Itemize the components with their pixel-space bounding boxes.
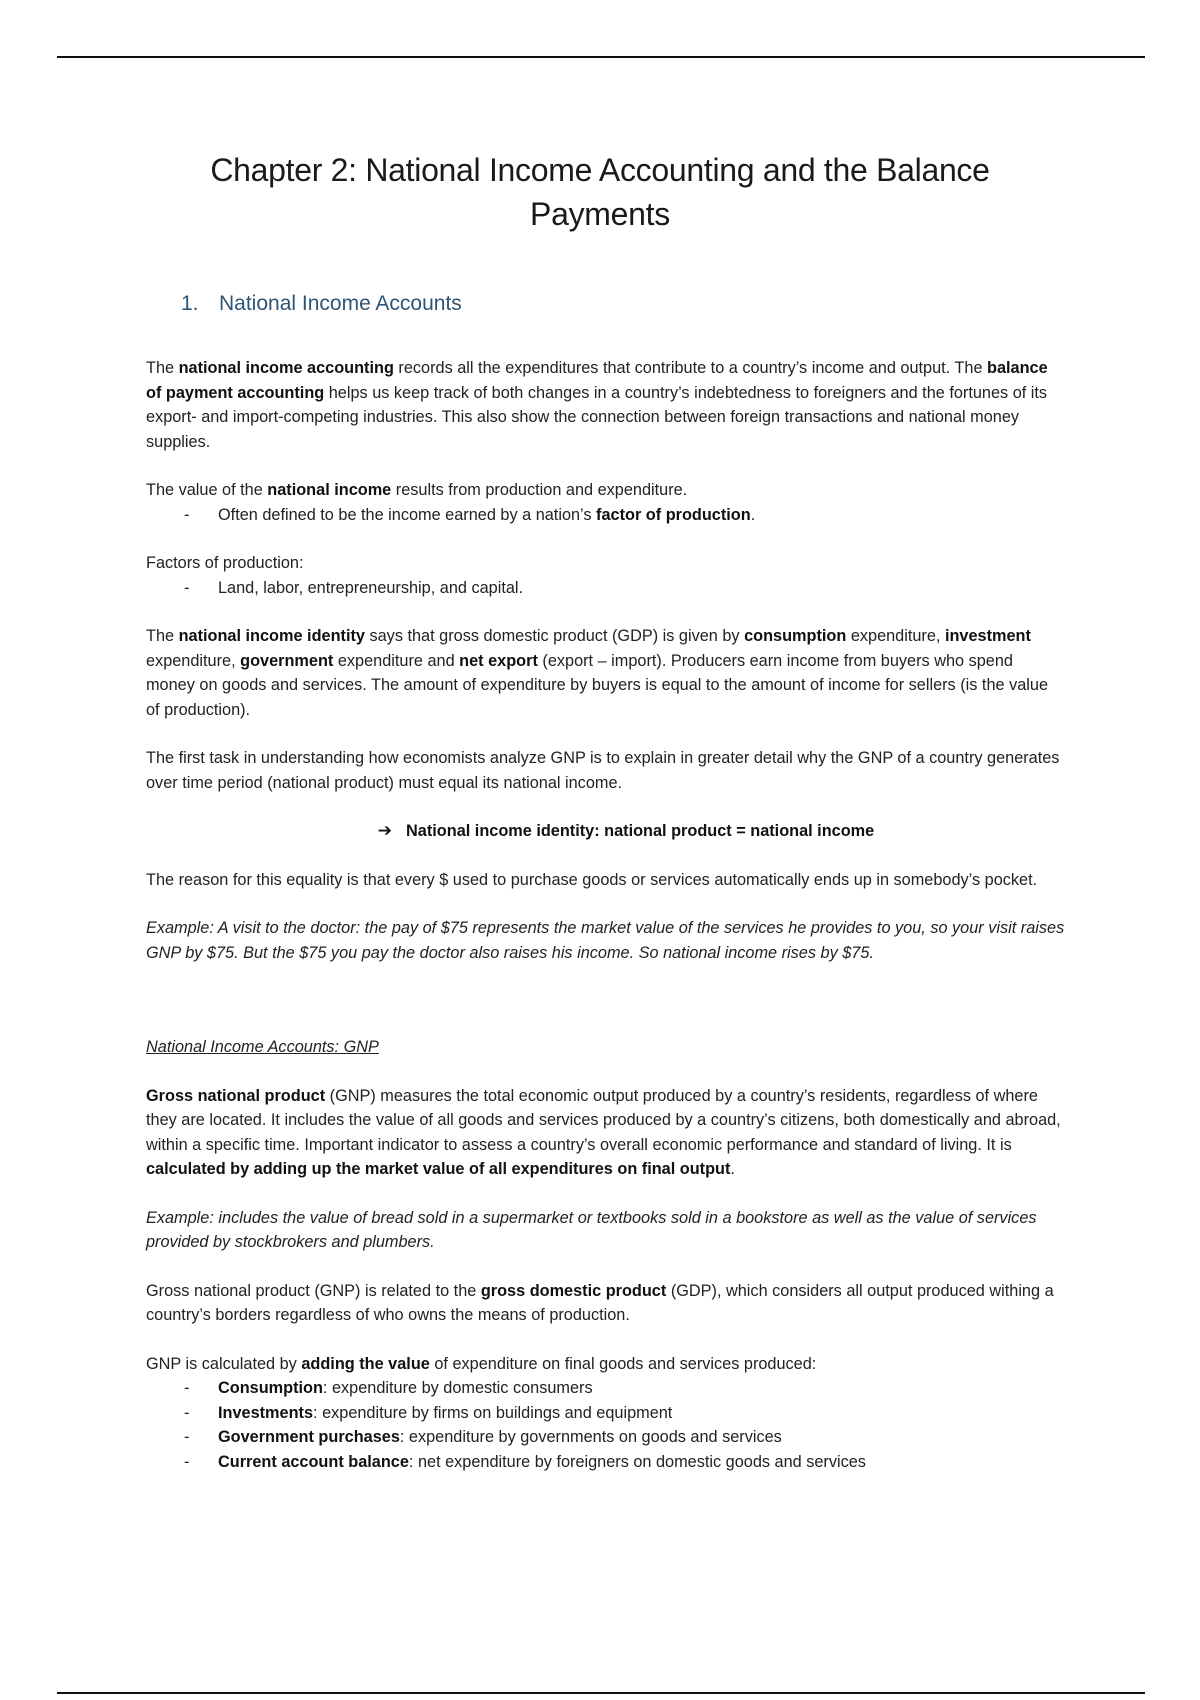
page-title <box>100 148 1100 236</box>
identity-callout: ➔ National income identity: national product = national income <box>146 819 1066 844</box>
top-rule <box>57 56 1145 58</box>
section-heading <box>181 291 462 317</box>
example-doctor: Example: A visit to the doctor: the pay of $75 represents the market value of the services he provides to you, so your visit raises GNP by $75. But the $75 you pay the doctor also raises his income. So national income rises by $75. <box>146 919 1065 962</box>
section-number: 1. <box>181 292 199 315</box>
list-item-consumption: - Consumption: expenditure by domestic consumers <box>184 1379 593 1397</box>
paragraph-equality-reason: The reason for this equality is that every $ used to purchase goods or services automatically ends up in somebody’s pocket. <box>146 870 1038 889</box>
national-income-list <box>146 503 1066 528</box>
list-item-investments: - Investments: expenditure by firms on buildings and equipment <box>184 1403 673 1422</box>
section-title: National Income Accounts <box>219 292 462 315</box>
paragraph-factors: Factors of production: <box>146 554 304 572</box>
paragraph-gnp-task: The first task in understanding how economists analyze GNP is to explain in greater detail why the GNP of a country generates over time period (national product) must equal its national income. <box>146 749 1060 792</box>
list-item: - Often defined to be the income earned by a nation’s factor of production. <box>184 505 756 524</box>
list-item: - Land, labor, entrepreneurship, and capital. <box>184 578 524 597</box>
paragraph-gnp-calculation: GNP is calculated by adding the value of expenditure on final goods and services produced: <box>146 1354 817 1373</box>
factors-list <box>146 576 1066 601</box>
paragraph-intro: The national income accounting records all the expenditures that contribute to a country’s income and output. The balance of payment accounting helps us keep track of both changes in a country’s indebtedness to foreigners and the fortunes of its export- and import-competing industries. This also show the connection between foreign transactions and national money supplies. <box>146 359 1048 451</box>
subheading-gnp: National Income Accounts: GNP <box>146 1038 379 1056</box>
paragraph-identity: The national income identity says that gross domestic product (GDP) is given by consumption expenditure, investment expenditure, government expenditure and net export (export – import). Producers earn income from buyers who spend money on goods and services. The amount of expenditure by buyers is equal to the amount of income for sellers (is the value of production). <box>146 627 1049 719</box>
bottom-rule <box>57 1692 1145 1694</box>
paragraph-gdp-relation: Gross national product (GNP) is related to the gross domestic product (GDP), which considers all output produced withing a country’s borders regardless of who owns the means of production. <box>146 1281 1054 1324</box>
title-line-1: Chapter 2: National Income Accounting and the Balance <box>210 152 990 188</box>
list-item-government: - Government purchases: expenditure by governments on goods and services <box>184 1428 782 1446</box>
gnp-components-list <box>146 1376 1066 1474</box>
paragraph-national-income: The value of the national income results from production and expenditure. <box>146 481 688 499</box>
arrow-right-icon: ➔ <box>377 821 393 840</box>
document-body <box>146 356 1066 1498</box>
paragraph-gnp-definition: Gross national product (GNP) measures the total economic output produced by a country’s residents, regardless of where they are located. It includes the value of all goods and services produced by a country’s citizens, both domestically and abroad, within a specific time. Important indicator to assess a country’s overall economic performance and standard of living. It is calculated by adding up the market value of all expenditures on final output. <box>146 1086 1061 1178</box>
example-bread: Example: includes the value of bread sold in a supermarket or textbooks sold in a bookstore as well as the value of services provided by stockbrokers and plumbers. <box>146 1208 1037 1251</box>
title-line-2: Payments <box>530 196 670 232</box>
list-item-current-account: - Current account balance: net expenditure by foreigners on domestic goods and services <box>184 1452 866 1471</box>
